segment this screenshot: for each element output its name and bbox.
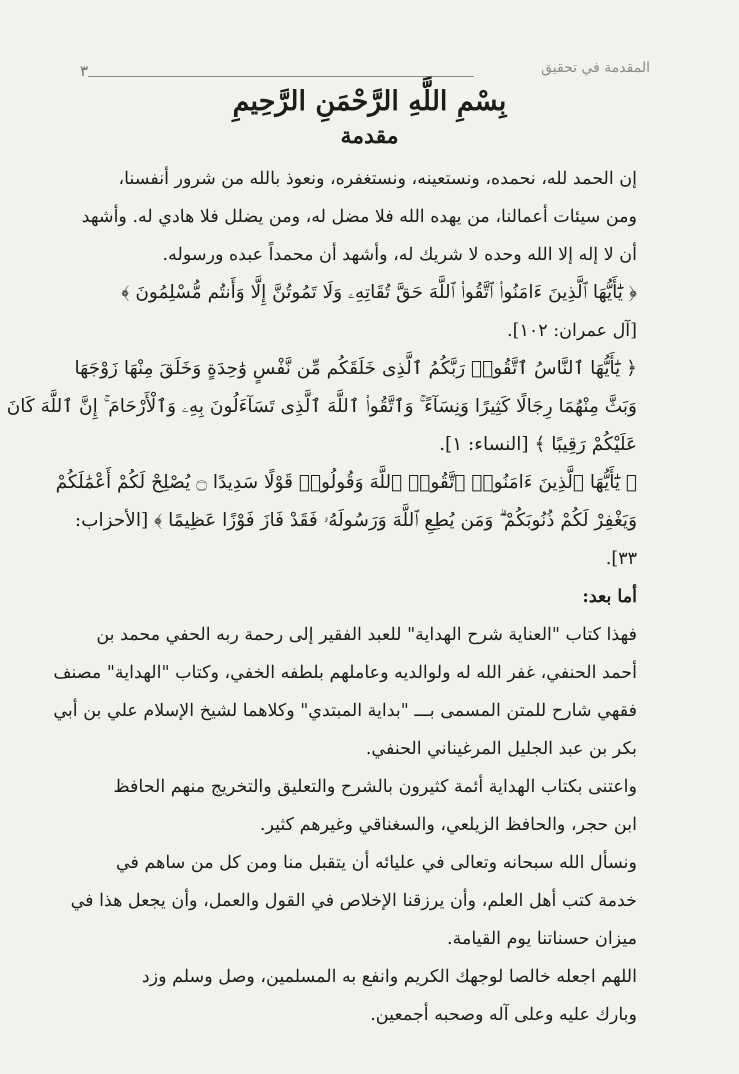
text-line-7: بكر بن عبد الجليل المرغيناني الحنفي. (365, 739, 637, 759)
ayah-line-4: عَلَيْكُمْ رَقِيبًا ﴾ [النساء: ١]. (439, 434, 637, 455)
header-rule (88, 76, 474, 77)
text-line-9: ابن حجر، والحافظ الزيلعي، والسغناقي وغيرهم كثير. (259, 815, 637, 835)
section-title: مقدمة (340, 123, 399, 149)
page-number: ٣ (80, 62, 89, 80)
text-line-3: أن لا إله إلا الله وحده لا شريك له، وأشهد أن محمداً عبده ورسوله. (162, 245, 637, 265)
text-line-13: اللهم اجعله خالصا لوجهك الكريم وانفع به المسلمين، وصل وسلم وزد (141, 967, 637, 987)
text-line-10: ونسأل الله سبحانه وتعالى في عليائه أن يتقبل منا ومن كل من ساهم في (115, 853, 637, 873)
ayah-citation-1: [آل عمران: ١٠٢]. (507, 321, 637, 341)
text-line-14: وبارك عليه وعلى آله وصحبه أجمعين. (370, 1005, 637, 1025)
basmala: بِسْمِ اللَّهِ الرَّحْمَنِ الرَّحِيمِ (232, 86, 507, 117)
ayah-line-3: وَبَثَّ مِنْهُمَا رِجَالًا كَثِيرًا وَنِسَآءً ۚ وَٱتَّقُوا۟ ٱللَّهَ ٱلَّذِى تَسَآءَلُونَ بِهِۦ وَٱلْأَرْحَامَ ۚ إِنَّ ٱللَّهَ كَانَ (6, 396, 637, 417)
text-line-4: فهذا كتاب "العناية شرح الهداية" للعبد الفقير إلى رحمة ربه الحفي محمد بن (96, 625, 637, 645)
text-line-8: واعتنى بكتاب الهداية أئمة كثيرون بالشرح والتعليق والتخريج منهم الحافظ (113, 777, 637, 797)
ayah-line-2: ﴿ يَٰٓأَيُّهَا ٱلنَّاسُ ٱتَّقُوا۟ رَبَّكُمُ ٱلَّذِى خَلَقَكُم مِّن نَّفْسٍ وَٰحِدَةٍ وَخَلَقَ مِنْهَا زَوْجَهَا (74, 358, 637, 379)
amma-bad-heading: أما بعد: (582, 587, 637, 607)
ayah-citation-3: ٣٣]. (605, 549, 637, 569)
text-line-12: ميزان حسناتنا يوم القيامة. (447, 929, 637, 949)
text-line-5: أحمد الحنفي، غفر الله له ولوالديه وعاملهم بلطفه الخفي، وكتاب "الهداية" مصنف (53, 663, 637, 683)
ayah-line-5: ﴿ يَٰٓأَيُّهَا ٱلَّذِينَ ءَامَنُوا۟ ٱتَّقُوا۟ ٱللَّهَ وَقُولُوا۟ قَوْلًا سَدِيدًا ۝ يُصْلِحْ لَكُمْ أَعْمَٰلَكُمْ (55, 472, 637, 493)
text-line-11: خدمة كتب أهل العلم، وأن يرزقنا الإخلاص في القول والعمل، وأن يجعل هذا في (70, 891, 637, 911)
text-line-6: فقهي شارح للمتن المسمى بـــ "بداية المبتدي" وكلاهما لشيخ الإسلام علي بن أبي (53, 701, 637, 721)
text-line-2: ومن سيئات أعمالنا، من يهده الله فلا مضل له، ومن يضلل فلا هادي له. وأشهد (81, 207, 637, 227)
ayah-line-6: وَيَغْفِرْ لَكُمْ ذُنُوبَكُمْ ۗ وَمَن يُطِعِ ٱللَّهَ وَرَسُولَهُۥ فَقَدْ فَازَ فَوْزًا عَظِيمًا ﴾ [الأحزاب: (74, 510, 637, 531)
running-title: المقدمة في تحقيق (541, 60, 650, 76)
body-text (6, 160, 637, 1034)
ayah-line-1: ﴿ يَٰٓأَيُّهَا ٱلَّذِينَ ءَامَنُوا۟ ٱتَّقُوا۟ ٱللَّهَ حَقَّ تُقَاتِهِۦ وَلَا تَمُوتُنَّ إِلَّا وَأَنتُم مُّسْلِمُونَ ﴾ (121, 282, 637, 303)
text-line-1: إن الحمد لله، نحمده، ونستعينه، ونستغفره، ونعوذ بالله من شرور أنفسنا، (118, 169, 637, 189)
